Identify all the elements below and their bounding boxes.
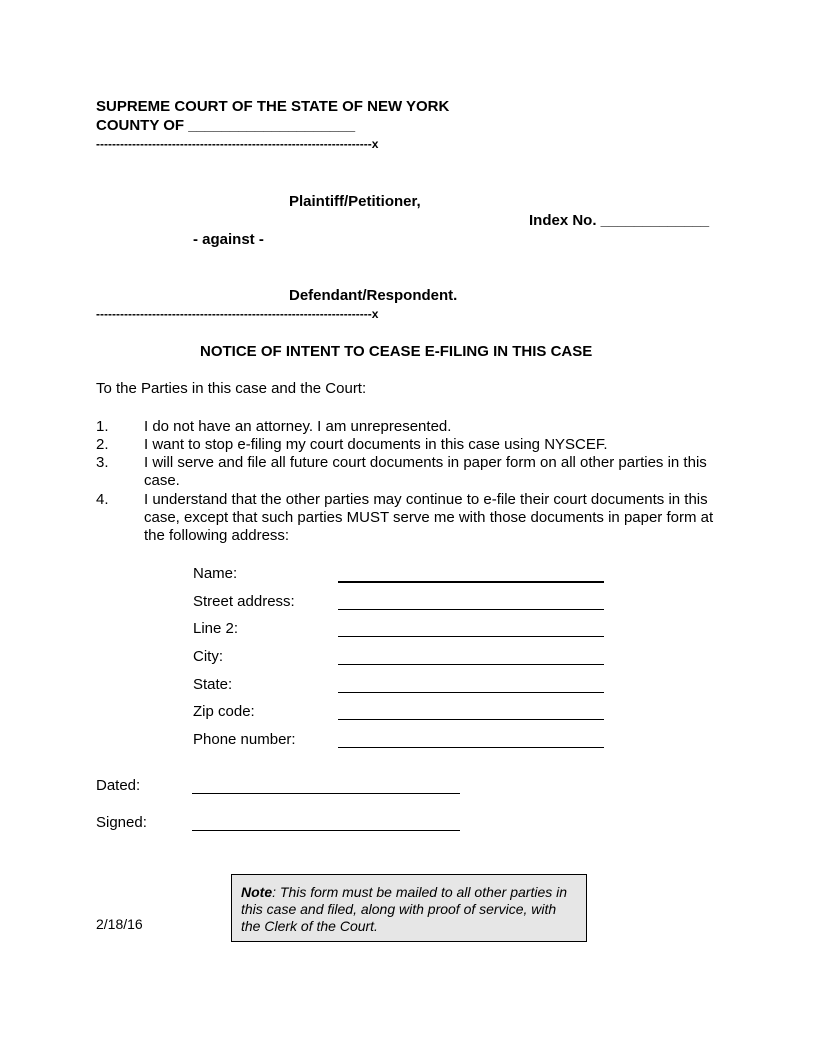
against-label: - against -	[193, 231, 264, 248]
field-label: Name:	[193, 565, 238, 582]
field-label: State:	[193, 676, 233, 693]
dated-input-line[interactable]	[192, 793, 460, 794]
signed-label: Signed:	[96, 814, 147, 831]
field-label: Line 2:	[193, 620, 239, 637]
form-date-code: 2/18/16	[96, 916, 143, 932]
county-line: COUNTY OF ____________________	[96, 117, 356, 134]
caption-separator-bottom: ---------------------------------------------------------------------x	[96, 307, 379, 321]
court-name: SUPREME COURT OF THE STATE OF NEW YORK	[96, 98, 450, 115]
line2-input-line[interactable]	[338, 636, 604, 637]
signed-input-line[interactable]	[192, 830, 460, 831]
note-text: : This form must be mailed to all other parties in this case and filed, along with proof of service, with the Clerk of the Court.	[241, 884, 568, 934]
defendant-label: Defendant/Respondent.	[289, 287, 458, 304]
list-item-number: 3.	[96, 454, 109, 471]
list-item-text: I do not have an attorney. I am unrepresented.	[144, 418, 452, 435]
name-input-line[interactable]	[338, 581, 604, 583]
phone-number-input-line[interactable]	[338, 747, 604, 748]
index-number-label: Index No. _____________	[529, 212, 710, 229]
list-item-number: 4.	[96, 491, 109, 508]
list-item-text: I understand that the other parties may continue to e-file their court documents in this case, except that such parties MUST serve me with those documents in paper form at the following address:	[144, 491, 714, 544]
list-item-number: 1.	[96, 418, 109, 435]
list-item-text: I will serve and file all future court documents in paper form on all other parties in this case.	[144, 454, 707, 489]
field-label: Street address:	[193, 593, 295, 610]
zip-code-input-line[interactable]	[338, 719, 604, 720]
field-label: Zip code:	[193, 703, 255, 720]
field-label: City:	[193, 648, 223, 665]
caption-separator-top: ---------------------------------------------------------------------x	[96, 137, 379, 151]
state-input-line[interactable]	[338, 692, 604, 693]
street-address-input-line[interactable]	[338, 609, 604, 610]
plaintiff-label: Plaintiff/Petitioner,	[289, 193, 421, 210]
dated-label: Dated:	[96, 777, 141, 794]
note-label: Note	[241, 884, 273, 900]
salutation: To the Parties in this case and the Court:	[96, 380, 367, 397]
page-title: NOTICE OF INTENT TO CEASE E-FILING IN THIS CASE	[200, 343, 593, 360]
list-item-number: 2.	[96, 436, 109, 453]
city-input-line[interactable]	[338, 664, 604, 665]
list-item-text: I want to stop e-filing my court documents in this case using NYSCEF.	[144, 436, 608, 453]
field-label: Phone number:	[193, 731, 296, 748]
note-box	[231, 874, 587, 942]
